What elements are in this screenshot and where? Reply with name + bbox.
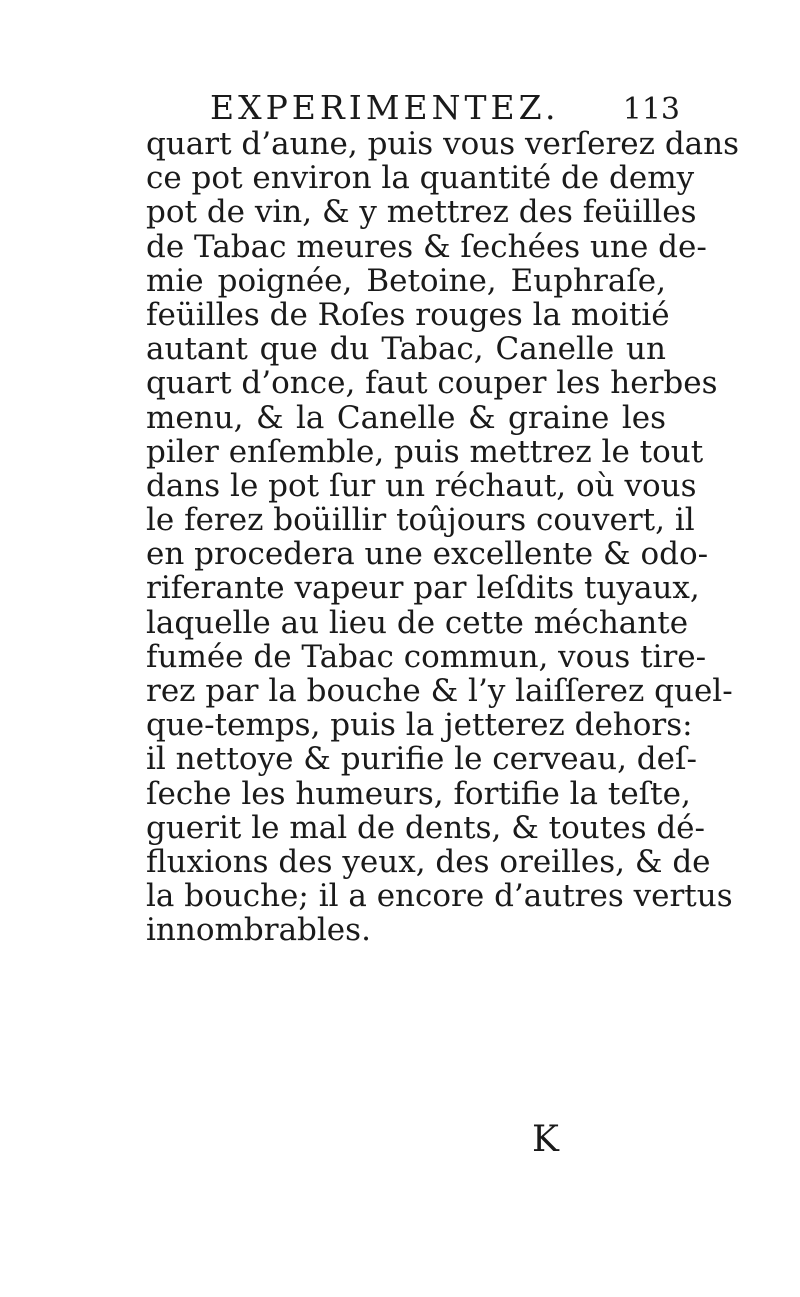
text-line: il nettoye & purifie le cerveau, deſ- — [146, 741, 697, 778]
text-line: pot de vin, & y mettrez des feüilles — [146, 194, 697, 231]
running-title: EXPERIMENTEZ. — [210, 88, 560, 127]
text-line: riferante vapeur par leſdits tuyaux, — [146, 570, 700, 607]
text-line: en procedera une excellente & odo- — [146, 536, 709, 573]
text-line: dans le pot ſur un réchaut, où vous — [146, 467, 697, 504]
text-line: rez par la bouche & l’y laiſſerez quel- — [146, 673, 733, 709]
page-number: 113 — [622, 92, 680, 127]
text-line: innombrables. — [146, 912, 371, 949]
body-text — [146, 126, 740, 949]
text-line: feüilles de Roſes rouges la moitié — [146, 296, 670, 333]
text-line: le ferez boüillir toûjours couvert, il — [146, 502, 695, 539]
text-line: quart d’aune, puis vous verſerez dans — [146, 126, 740, 162]
text-line: autant que du Tabac, Canelle un — [146, 331, 666, 368]
text-line: fluxions des yeux, des oreilles, & de — [146, 843, 711, 880]
text-line: ſeche les humeurs, fortifie la teſte, — [146, 775, 691, 812]
text-line: de Tabac meures & ſechées une de- — [146, 228, 707, 265]
text-line: fumée de Tabac commun, vous tire- — [146, 638, 707, 675]
signature-mark: K — [532, 1119, 559, 1160]
page-header — [210, 86, 680, 130]
text-line: quart d’once, faut couper les herbes — [146, 365, 718, 402]
text-line: la bouche; il a encore d’autres vertus — [146, 878, 733, 915]
text-line: que-temps, puis la jetterez dehors: — [146, 707, 693, 744]
text-line: guerit le mal de dents, & toutes dé- — [146, 809, 705, 846]
text-line: laquelle au lieu de cette méchante — [146, 604, 689, 641]
text-line: menu, & la Canelle & graine les — [146, 399, 666, 436]
text-line: ce pot environ la quantité de demy — [146, 160, 695, 197]
text-line: mie poignée, Betoine, Euphraſe, — [146, 262, 666, 299]
text-line: piler enſemble, puis mettrez le tout — [146, 433, 704, 470]
